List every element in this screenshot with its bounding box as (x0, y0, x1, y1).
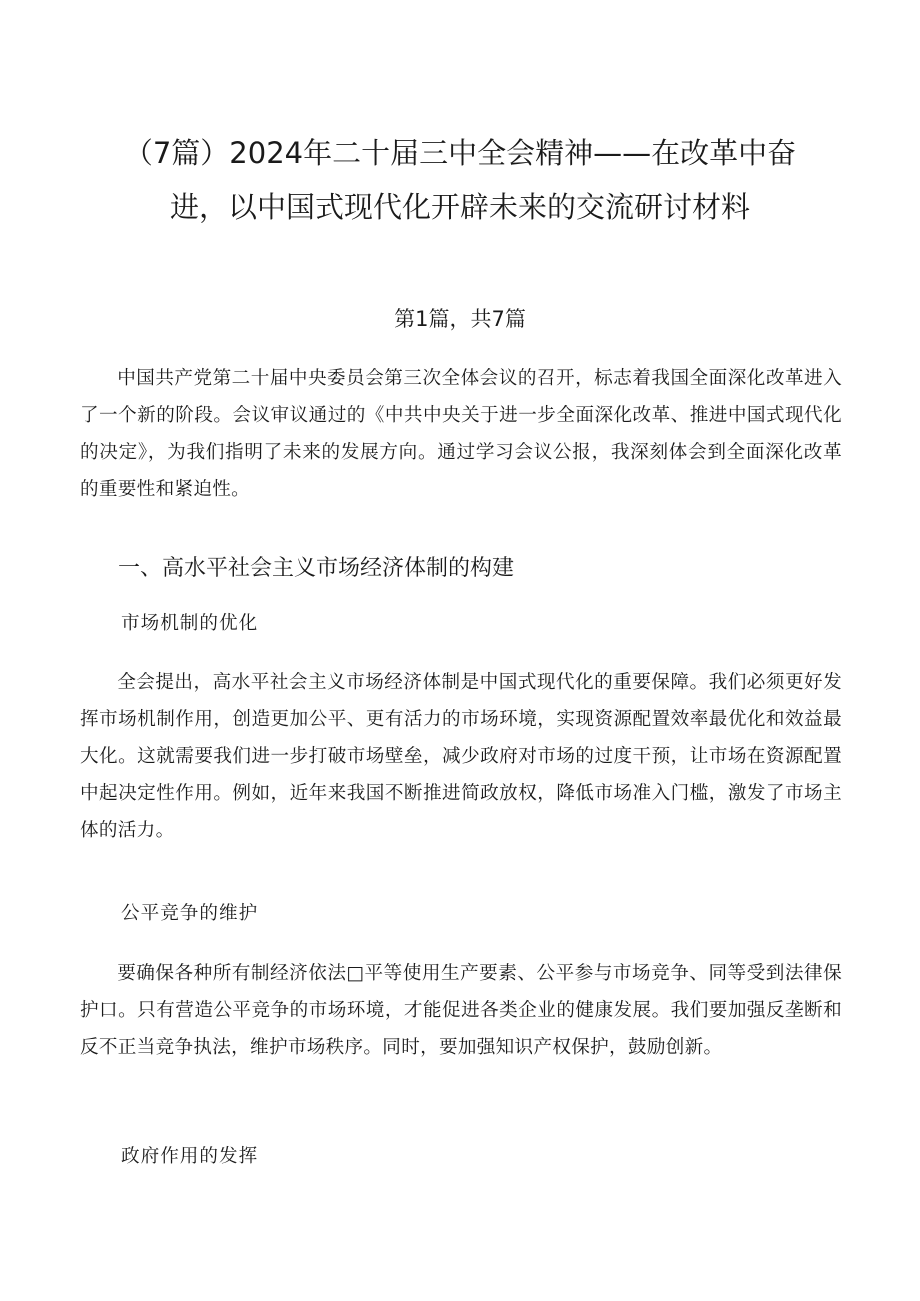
document-title (60, 126, 860, 234)
section-1-heading: 一、高水平社会主义市场经济体制的构建 (118, 556, 515, 581)
subheading-market-mechanism: 市场机制的优化 (121, 613, 259, 634)
subheading-government-role: 政府作用的发挥 (121, 1146, 259, 1167)
title-line-2: 进，以中国式现代化开辟未来的交流研讨材料 (169, 190, 750, 224)
intro-paragraph: 中国共产党第二十届中央委员会第三次全体会议的召开，标志着我国全面深化改革进入了一个新的阶段。会议审议通过的《中共中央关于进一步全面深化改革、推进中国式现代化的决定》，为我们指明了未来的发展方向。通过学习会议公报，我深刻体会到全面深化改革的重要性和紧迫性。 (80, 368, 842, 500)
subheading-fair-competition: 公平竞争的维护 (121, 903, 259, 924)
paragraph-market-mechanism: 全会提出，高水平社会主义市场经济体制是中国式现代化的重要保障。我们必须更好发挥市场机制作用，创造更加公平、更有活力的市场环境，实现资源配置效率最优化和效益最大化。这就需要我们进一步打破市场壁垒，减少政府对市场的过度干预，让市场在资源配置中起决定性作用。例如，近年来我国不断推进简政放权，降低市场准入门槛，激发了市场主体的活力。 (80, 672, 842, 841)
part-label: 第1篇，共7篇 (394, 307, 526, 331)
paragraph-fair-competition: 要确保各种所有制经济依法□平等使用生产要素、公平参与市场竞争、同等受到法律保护口。只有营造公平竞争的市场环境，才能促进各类企业的健康发展。我们要加强反垄断和反不正当竞争执法，维护市场秩序。同时，要加强知识产权保护，鼓励创新。 (80, 963, 842, 1058)
title-line-1: （7篇）2024年二十届三中全会精神——在改革中奋 (123, 136, 797, 170)
